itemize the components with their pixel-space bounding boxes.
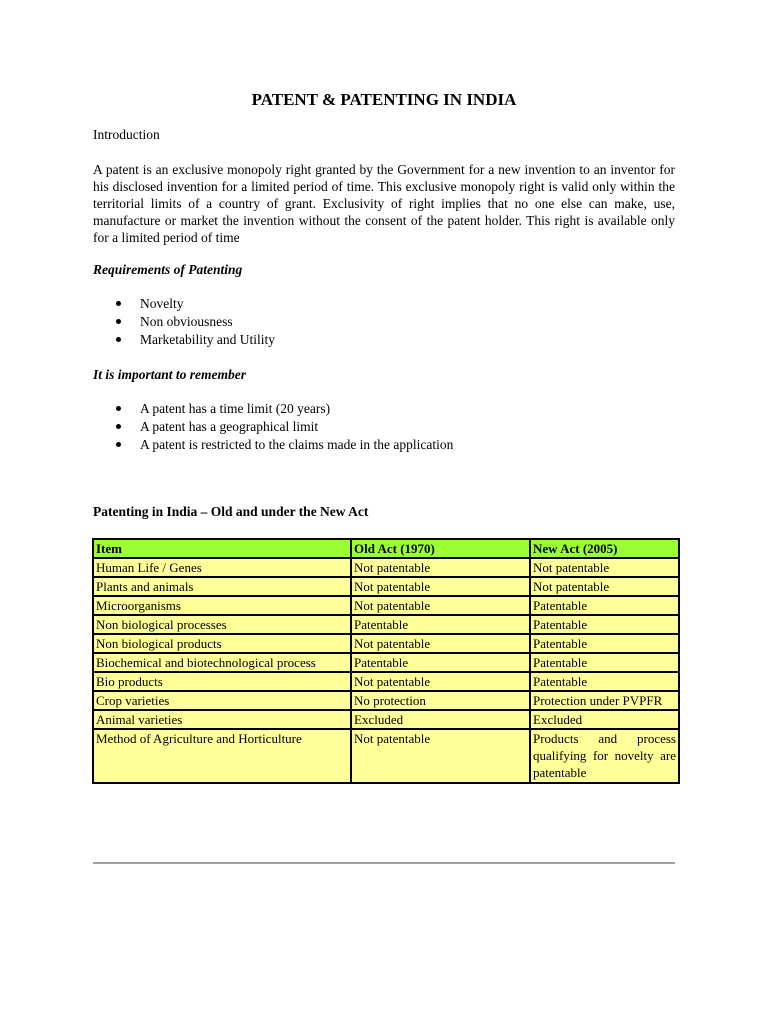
cell-new-act: Patentable	[530, 672, 679, 691]
cell-item: Biochemical and biotechnological process	[93, 653, 351, 672]
list-item: A patent is restricted to the claims made in the application	[93, 436, 453, 454]
bullet-icon	[116, 301, 121, 306]
table-header-row	[93, 539, 679, 558]
cell-item: Human Life / Genes	[93, 558, 351, 577]
cell-old-act: Not patentable	[351, 729, 530, 783]
table-row	[93, 615, 679, 634]
cell-old-act: Not patentable	[351, 577, 530, 596]
bullet-icon	[116, 319, 121, 324]
remember-list	[93, 400, 453, 454]
cell-item: Animal varieties	[93, 710, 351, 729]
cell-item: Plants and animals	[93, 577, 351, 596]
cell-item: Method of Agriculture and Horticulture	[93, 729, 351, 783]
cell-new-act: Protection under PVPFR	[530, 691, 679, 710]
header-cell-item: Item	[93, 539, 351, 558]
list-item: A patent has a time limit (20 years)	[93, 400, 453, 418]
horizontal-rule	[93, 862, 675, 864]
cell-old-act: Not patentable	[351, 672, 530, 691]
table-row	[93, 634, 679, 653]
remember-heading: It is important to remember	[93, 367, 247, 382]
list-item: Non obviousness	[93, 313, 275, 331]
list-item: Novelty	[93, 295, 275, 313]
header-cell-old-act: Old Act (1970)	[351, 539, 530, 558]
bullet-icon	[116, 442, 121, 447]
cell-item: Non biological products	[93, 634, 351, 653]
requirements-list	[93, 295, 275, 349]
cell-new-act: Not patentable	[530, 577, 679, 596]
cell-old-act: Excluded	[351, 710, 530, 729]
bullet-icon	[116, 424, 121, 429]
cell-item: Bio products	[93, 672, 351, 691]
bullet-icon	[116, 406, 121, 411]
cell-new-act: Excluded	[530, 710, 679, 729]
list-item: Marketability and Utility	[93, 331, 275, 349]
cell-item: Non biological processes	[93, 615, 351, 634]
header-cell-new-act: New Act (2005)	[530, 539, 679, 558]
cell-new-act: Not patentable	[530, 558, 679, 577]
cell-new-act: Patentable	[530, 615, 679, 634]
table-row	[93, 558, 679, 577]
intro-paragraph: A patent is an exclusive monopoly right granted by the Government for a new invention to an inventor for his disclosed invention for a limited period of time. This exclusive monopoly right is valid only within the territorial limits of a country of grant. Exclusivity of right implies that no one else can make, use, manufacture or market the invention without the consent of the patent holder. This right is available only for a limited period of time	[93, 162, 675, 245]
table-row	[93, 672, 679, 691]
table-row	[93, 729, 679, 783]
requirements-heading: Requirements of Patenting	[93, 262, 243, 277]
table-row	[93, 577, 679, 596]
cell-new-act: Patentable	[530, 653, 679, 672]
table-row	[93, 710, 679, 729]
cell-old-act: Not patentable	[351, 558, 530, 577]
intro-label: Introduction	[93, 127, 160, 142]
cell-new-act: Patentable	[530, 634, 679, 653]
table-row	[93, 691, 679, 710]
cell-old-act: Not patentable	[351, 634, 530, 653]
cell-new-act: Patentable	[530, 596, 679, 615]
cell-old-act: No protection	[351, 691, 530, 710]
cell-old-act: Patentable	[351, 615, 530, 634]
cell-item: Microorganisms	[93, 596, 351, 615]
cell-old-act: Not patentable	[351, 596, 530, 615]
cell-old-act: Patentable	[351, 653, 530, 672]
cell-new-act: Products and process qualifying for novelty are patentable	[530, 729, 679, 783]
bullet-icon	[116, 337, 121, 342]
list-item: A patent has a geographical limit	[93, 418, 453, 436]
table-row	[93, 653, 679, 672]
patent-comparison-table	[92, 538, 680, 784]
cell-item: Crop varieties	[93, 691, 351, 710]
table-heading: Patenting in India – Old and under the New Act	[93, 504, 369, 519]
table-row	[93, 596, 679, 615]
page-title: PATENT & PATENTING IN INDIA	[251, 90, 517, 109]
